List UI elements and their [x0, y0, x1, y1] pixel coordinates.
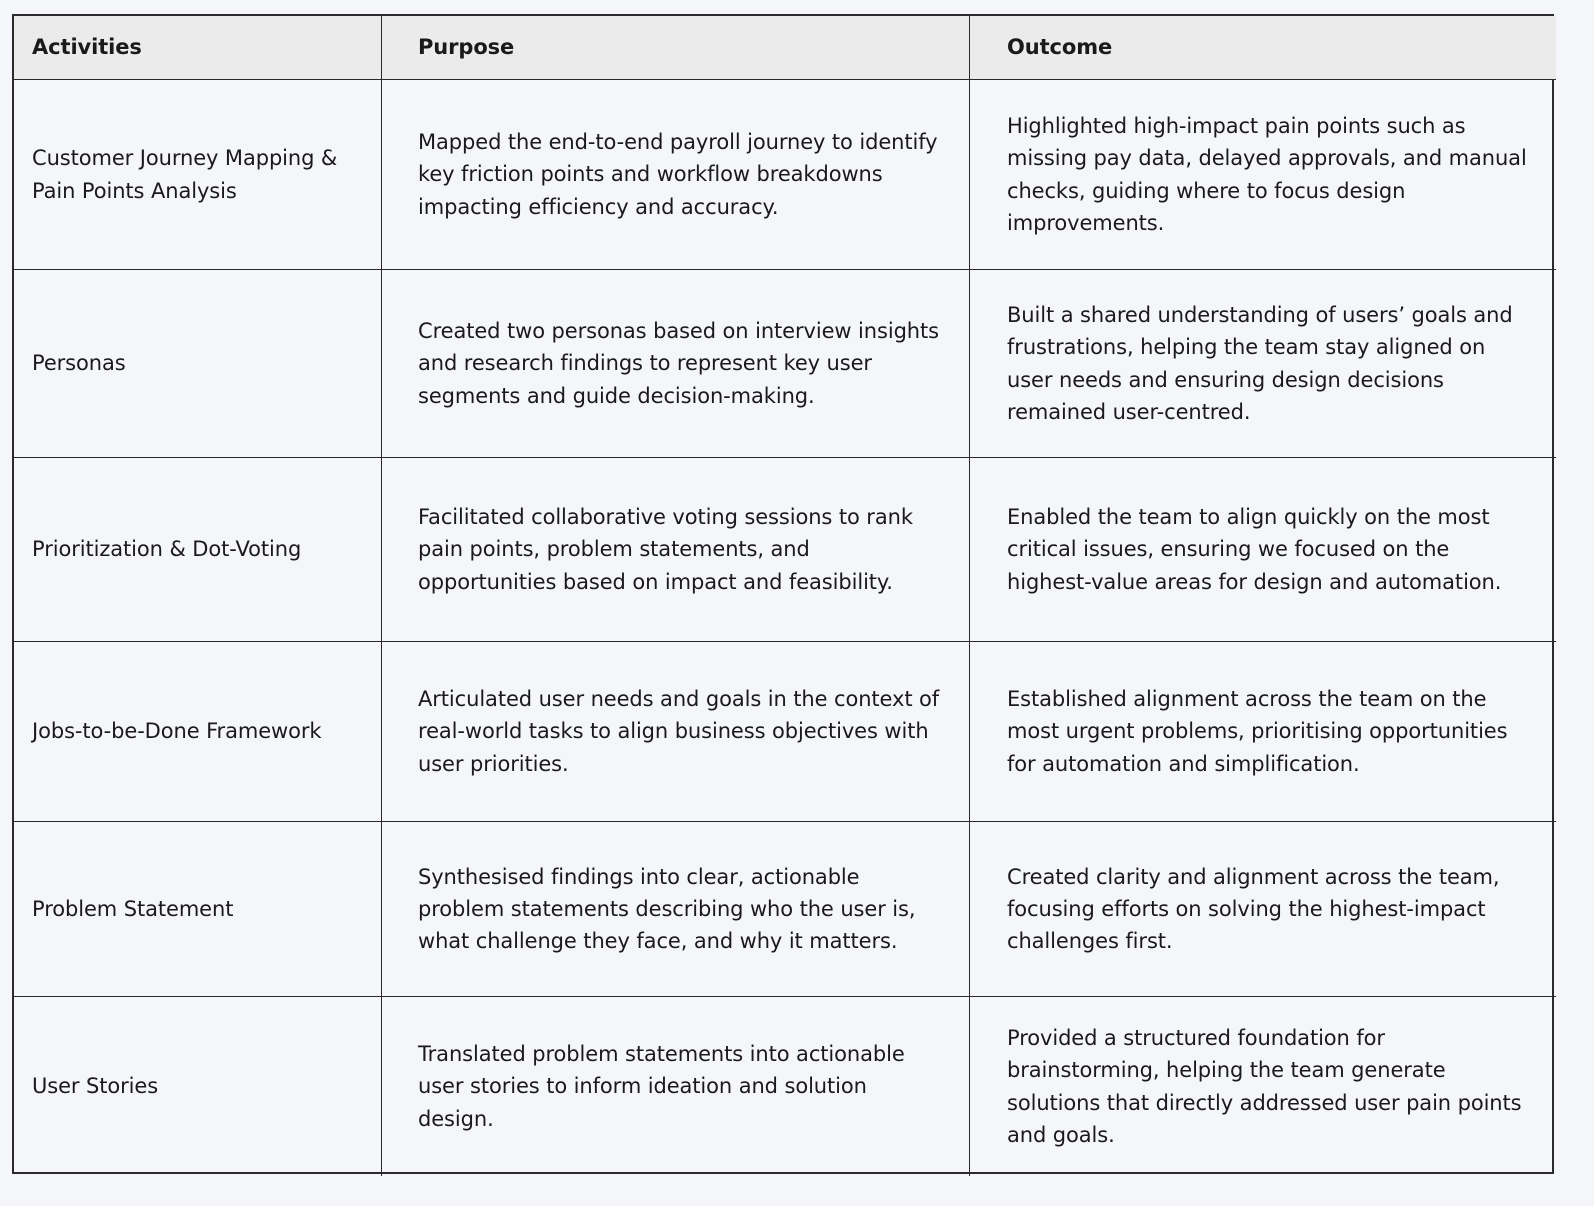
- activity-text: Problem Statement: [32, 896, 234, 921]
- purpose-text: Synthesised findings into clear, actionable problem statements describing who the user is, what challenge they face, and why it matters.: [418, 864, 916, 954]
- table-row-outcome-cell: [970, 642, 1556, 822]
- activities-table: [12, 14, 1554, 1174]
- outcome-text: Enabled the team to align quickly on the most critical issues, ensuring we focused on the highest-value areas for design and automation.: [1007, 505, 1502, 594]
- header-label: Outcome: [1007, 35, 1113, 60]
- outcome-text: Built a shared understanding of users’ goals and frustrations, helping the team stay aligned on user needs and ensuring design decisions remained user-centred.: [1007, 302, 1513, 424]
- table-row-activity-cell: [14, 80, 382, 270]
- table-row-outcome-cell: [970, 80, 1556, 270]
- table-row-purpose-cell: [382, 642, 970, 822]
- outcome-text: Highlighted high-impact pain points such as missing pay data, delayed approvals, and manual checks, guiding where to focus design improvements.: [1007, 113, 1527, 235]
- outcome-text: Provided a structured foundation for brainstorming, helping the team generate solutions that directly addressed user pain points and goals.: [1007, 1025, 1522, 1147]
- table-row-purpose-cell: [382, 80, 970, 270]
- activity-text: User Stories: [32, 1074, 159, 1099]
- table-row-outcome-cell: [970, 997, 1556, 1176]
- table-header-outcome: [970, 16, 1556, 80]
- outcome-text: Established alignment across the team on the most urgent problems, prioritising opportunities for automation and simplification.: [1007, 687, 1508, 776]
- table-header-purpose: [382, 16, 970, 80]
- header-label: Activities: [32, 35, 142, 60]
- table-row-activity-cell: [14, 458, 382, 642]
- table-row-activity-cell: [14, 997, 382, 1176]
- activity-text: Customer Journey Mapping & Pain Points Analysis: [32, 146, 338, 203]
- activity-text: Jobs-to-be-Done Framework: [32, 719, 322, 744]
- table-row-activity-cell: [14, 822, 382, 997]
- table-row-activity-cell: [14, 642, 382, 822]
- table-row-purpose-cell: [382, 270, 970, 458]
- activity-text: Personas: [32, 351, 126, 376]
- purpose-text: Facilitated collaborative voting sessions to rank pain points, problem statements, and opportunities based on impact and feasibility.: [418, 505, 913, 594]
- purpose-text: Mapped the end-to-end payroll journey to identify key friction points and workflow breakdowns impacting efficiency and accuracy.: [418, 130, 938, 219]
- table-row-outcome-cell: [970, 458, 1556, 642]
- outcome-text: Created clarity and alignment across the team, focusing efforts on solving the highest-impact challenges first.: [1007, 864, 1500, 954]
- purpose-text: Articulated user needs and goals in the context of real-world tasks to align business objectives with user priorities.: [418, 687, 940, 776]
- header-label: Purpose: [418, 35, 515, 60]
- table-row-purpose-cell: [382, 458, 970, 642]
- purpose-text: Translated problem statements into actionable user stories to inform ideation and solution design.: [418, 1042, 905, 1131]
- purpose-text: Created two personas based on interview insights and research findings to represent key user segments and guide decision-making.: [418, 319, 939, 408]
- table-row-purpose-cell: [382, 822, 970, 997]
- table-row-purpose-cell: [382, 997, 970, 1176]
- table-row-outcome-cell: [970, 822, 1556, 997]
- table-row-activity-cell: [14, 270, 382, 458]
- table-header-activities: [14, 16, 382, 80]
- table-row-outcome-cell: [970, 270, 1556, 458]
- activity-text: Prioritization & Dot-Voting: [32, 537, 302, 562]
